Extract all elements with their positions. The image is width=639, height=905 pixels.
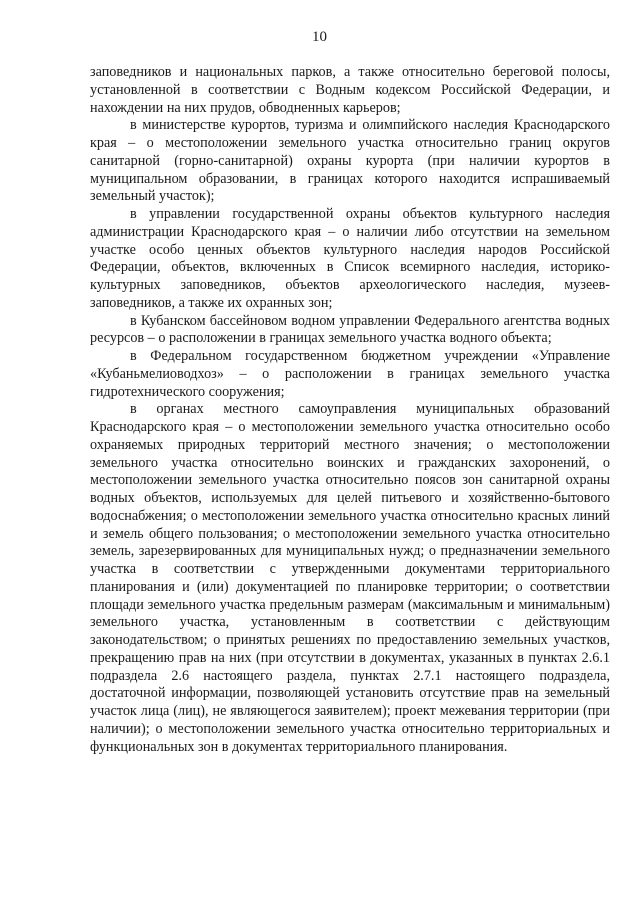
document-body [90,64,610,756]
page-number: 10 [312,29,327,45]
paragraph-melioration: в Федеральном государственном бюджетном учреждении «Управление «Кубаньмелиоводхоз» – о расположении в границах земельного участка гидротехнического сооружения; [90,348,610,400]
paragraph-local-government: в органах местного самоуправления муниципальных образований Краснодарского края – о местоположении земельного участка относительно особо охраняемых природных территорий местного значения; о местоположении земельного участка относительно воинских и гражданских захоронений, о местоположении земельного участка относительно поясов зон санитарной охраны водных объектов, используемых для целей питьевого и хозяйственно-бытового водоснабжения; о местоположении земельного участка относительно красных линий и земель общего пользования; о местоположении земельного участка относительно земель, зарезервированных для муниципальных нужд; о предназначении земельного участка в соответствии с утвержденными документами территориального планирования и (или) документацией по планировке территории; о соответствии площади земельного участка предельным размерам (максимальным и минимальным) земельного участка, установленным в соответствии с действующим законодательством; о принятых решениях по предоставлению земельных участков, прекращению прав на них (при отсутствии в документах, указанных в пунктах 2.6.1 подраздела 2.6 настоящего раздела, пунктах 2.7.1 настоящего подраздела, достаточной информации, позволяющей установить отсутствие прав на земельный участок лица (лиц), не являющегося заявителем); проект межевания территории (при наличии); о местоположении земельного участка относительно территориальных и функциональных зон в документах территориального планирования. [90,401,610,755]
paragraph-ministry-resorts: в министерстве курортов, туризма и олимпийского наследия Краснодарского края – о местоположении земельного участка относительно границ округов санитарной (горно-санитарной) охраны курорта (при наличии курортов в муниципальном образовании, в границах которого находится испрашиваемый земельный участок); [90,117,610,205]
paragraph-cultural-heritage: в управлении государственной охраны объектов культурного наследия администрации Краснодарского края – о наличии либо отсутствии на земельном участке особо ценных объектов культурного наследия народов Российской Федерации, объектов, включенных в Список всемирного наследия, историко-культурных заповедников, объектов археологического наследия, музеев-заповедников, а также их охранных зон; [90,206,610,311]
paragraph-continuation: заповедников и национальных парков, а также относительно береговой полосы, установленной в соответствии с Водным кодексом Российской Федерации, и нахождении на них прудов, обводненных карьеров; [90,64,610,116]
paragraph-water-agency: в Кубанском бассейновом водном управлении Федерального агентства водных ресурсов – о расположении в границах земельного участка водного объекта; [90,312,610,347]
